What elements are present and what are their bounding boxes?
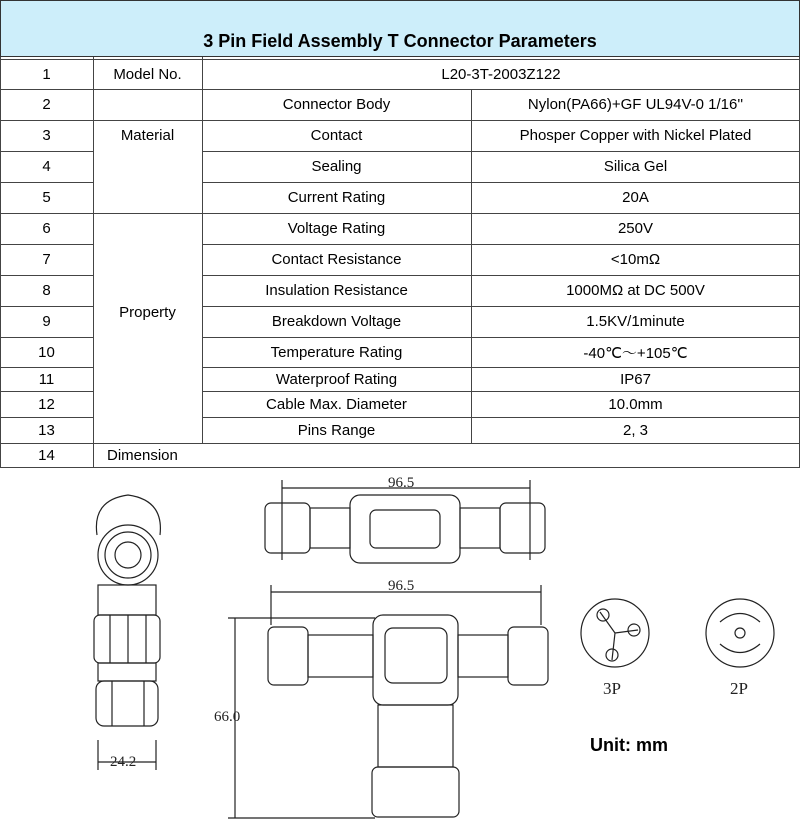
label-3p: 3P <box>603 679 621 698</box>
label-2p: 2P <box>730 679 748 698</box>
category-property: Property <box>119 304 176 321</box>
dimension-drawing <box>0 467 800 829</box>
parameter-value: Silica Gel <box>603 158 668 175</box>
model-value: L20-3T-2003Z122 <box>441 65 561 83</box>
parameter-name: Cable Max. Diameter <box>266 395 407 413</box>
parameter-name: Sealing <box>311 158 362 175</box>
parameter-name: Breakdown Voltage <box>271 313 402 330</box>
dim-label-height: 66.0 <box>214 709 241 725</box>
dim-label-middle: 96.5 <box>388 578 415 594</box>
pin-face-2p <box>706 599 774 667</box>
row-number: 1 <box>42 65 51 83</box>
parameter-name: Waterproof Rating <box>275 370 398 388</box>
side-view-drawing <box>94 495 160 770</box>
parameter-name: Pins Range <box>297 421 376 439</box>
row-number: 8 <box>42 282 51 299</box>
parameter-name: Connector Body <box>282 96 391 113</box>
parameter-name: Contact <box>310 127 363 144</box>
row-number: 10 <box>38 343 55 361</box>
parameter-value: 20A <box>622 189 649 206</box>
front-view-drawing <box>228 585 548 818</box>
row-number: 11 <box>38 370 55 388</box>
row-number: 9 <box>42 313 51 330</box>
row-number: 6 <box>42 220 51 237</box>
parameter-value: 2, 3 <box>622 421 649 439</box>
parameter-value: 1000MΩ at DC 500V <box>566 282 705 299</box>
parameter-name: Insulation Resistance <box>265 282 408 299</box>
dim-label-top: 96.5 <box>388 475 415 491</box>
parameter-name: Voltage Rating <box>287 220 386 237</box>
unit-note: Unit: mm <box>590 735 668 755</box>
category-model: Model No. <box>113 65 182 83</box>
top-view-drawing <box>265 480 545 563</box>
table-title: 3 Pin Field Assembly T Connector Parameters <box>0 0 800 57</box>
row-number: 4 <box>42 158 51 175</box>
parameter-name: Temperature Rating <box>270 343 403 361</box>
pin-face-3p <box>581 599 649 667</box>
parameter-value: 1.5KV/1minute <box>586 313 685 330</box>
parameter-value: IP67 <box>620 370 651 388</box>
row-number: 5 <box>42 189 51 206</box>
row-number: 12 <box>38 395 55 413</box>
parameter-value: Phosper Copper with Nickel Plated <box>519 127 752 144</box>
row-number: 3 <box>42 127 51 144</box>
parameter-value: Nylon(PA66)+GF UL94V-0 1/16'' <box>527 96 744 113</box>
parameter-value: 250V <box>617 220 654 237</box>
parameter-value: -40℃～+105℃ <box>583 344 688 362</box>
row-number: 13 <box>38 421 55 439</box>
row-number: 7 <box>42 251 51 268</box>
category-dimension: Dimension <box>107 446 178 464</box>
category-material: Material <box>120 127 175 144</box>
parameter-name: Current Rating <box>287 189 386 206</box>
row-number: 14 <box>38 446 55 464</box>
parameter-name: Contact Resistance <box>271 251 402 268</box>
row-number: 2 <box>42 96 51 113</box>
parameter-value: 10.0mm <box>608 395 663 413</box>
dim-label-side: 24.2 <box>110 754 137 770</box>
parameter-value: <10mΩ <box>610 251 661 268</box>
